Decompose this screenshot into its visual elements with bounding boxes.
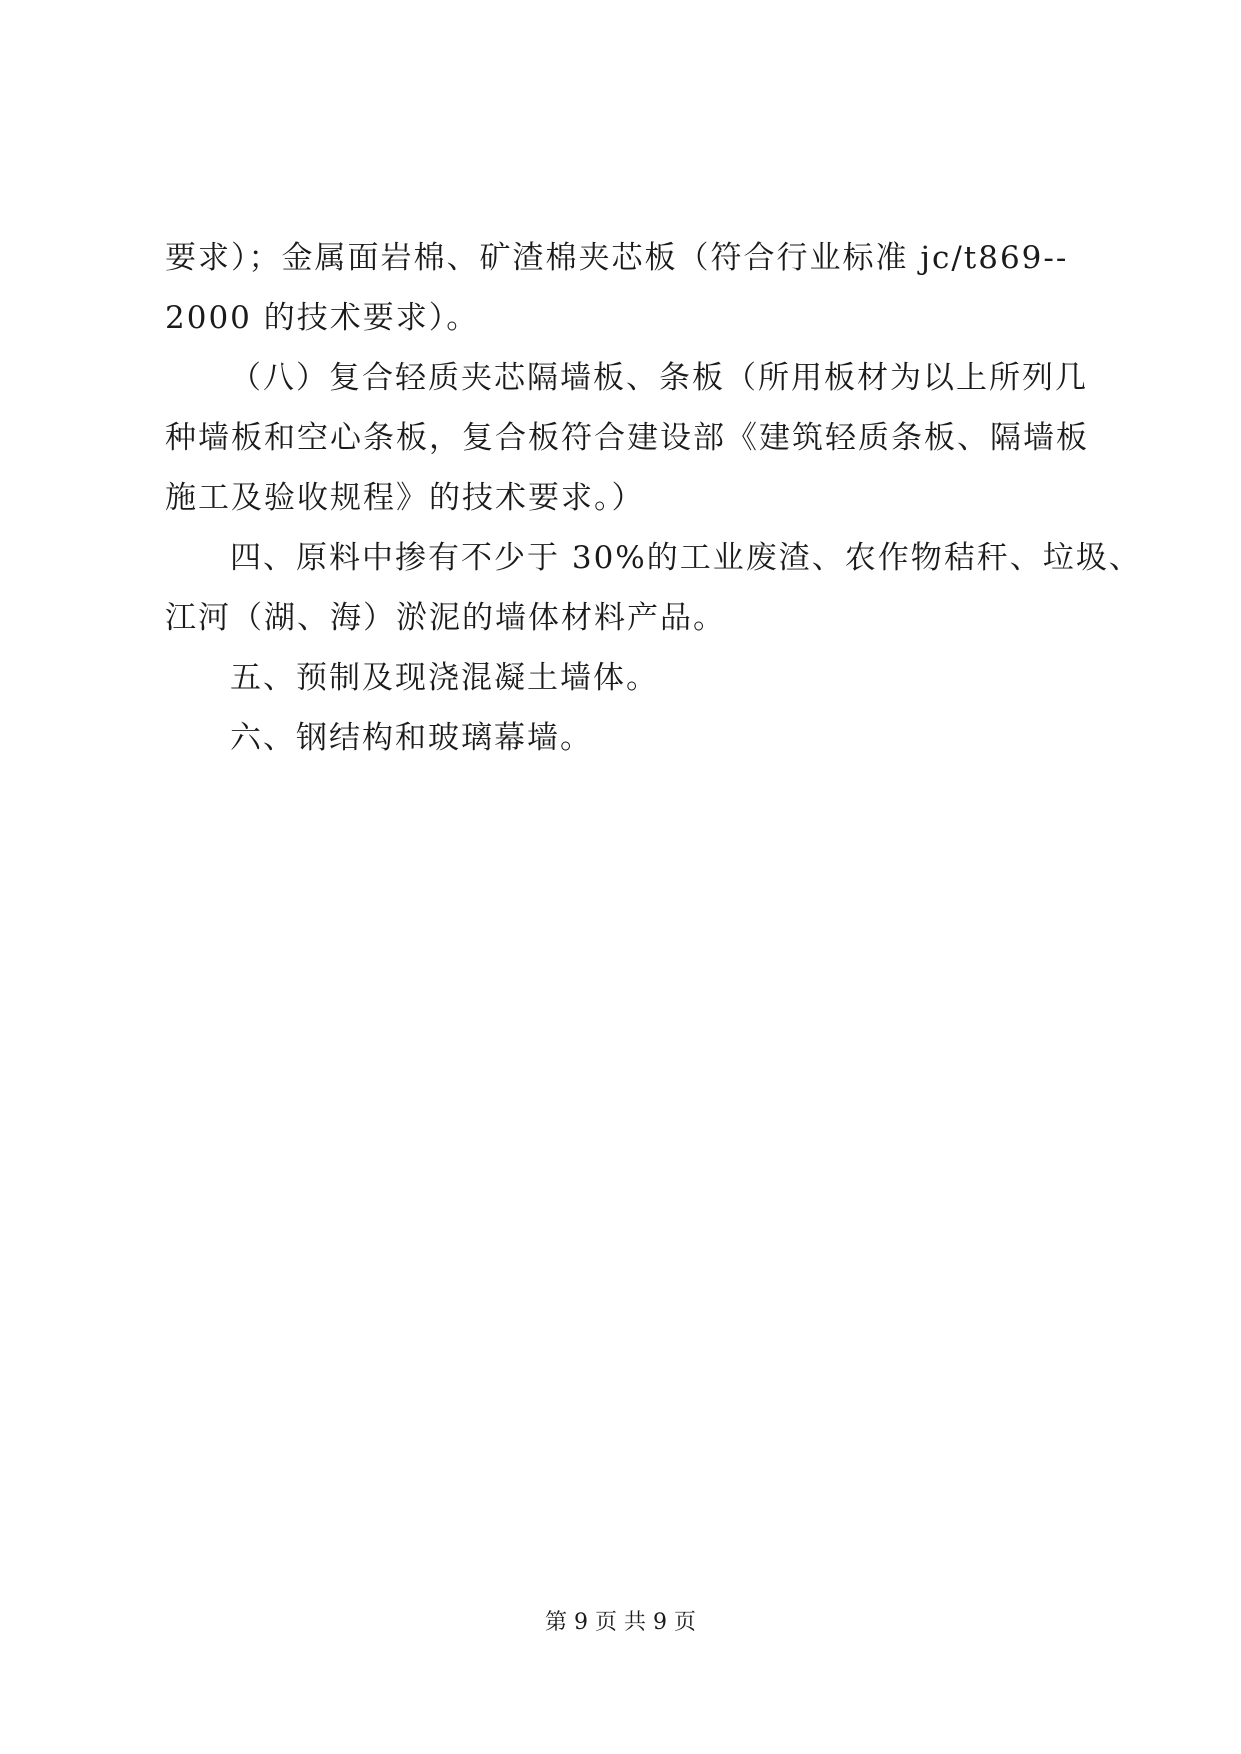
paragraph-5 (165, 708, 1085, 768)
paragraph-line: 六、钢结构和玻璃幕墙。 (230, 720, 593, 756)
paragraph-line: 江河（湖、海）淤泥的墙体材料产品。 (165, 600, 726, 636)
paragraph-line: 要求）；金属面岩棉、矿渣棉夹芯板（符合行业标准 jc/t869-- (165, 240, 1069, 276)
paragraph-1 (165, 228, 1085, 348)
paragraph-line: 2000 的技术要求）。 (165, 300, 480, 336)
paragraph-line: 施工及验收规程》的技术要求。） (165, 480, 645, 516)
paragraph-line: （八）复合轻质夹芯隔墙板、条板（所用板材为以上所列几 (230, 360, 1088, 396)
paragraph-4 (165, 648, 1085, 708)
page-number: 第 9 页 共 9 页 (545, 1610, 696, 1635)
paragraph-2 (165, 348, 1089, 528)
paragraph-line: 五、预制及现浇混凝土墙体。 (230, 660, 659, 696)
page-footer (0, 1608, 1241, 1638)
paragraph-line: 种墙板和空心条板，复合板符合建设部《建筑轻质条板、隔墙板 (165, 420, 1089, 456)
paragraph-3 (165, 528, 1142, 648)
document-body (165, 228, 1142, 768)
paragraph-line: 四、原料中掺有不少于 30%的工业废渣、农作物秸秆、垃圾、 (230, 540, 1142, 576)
